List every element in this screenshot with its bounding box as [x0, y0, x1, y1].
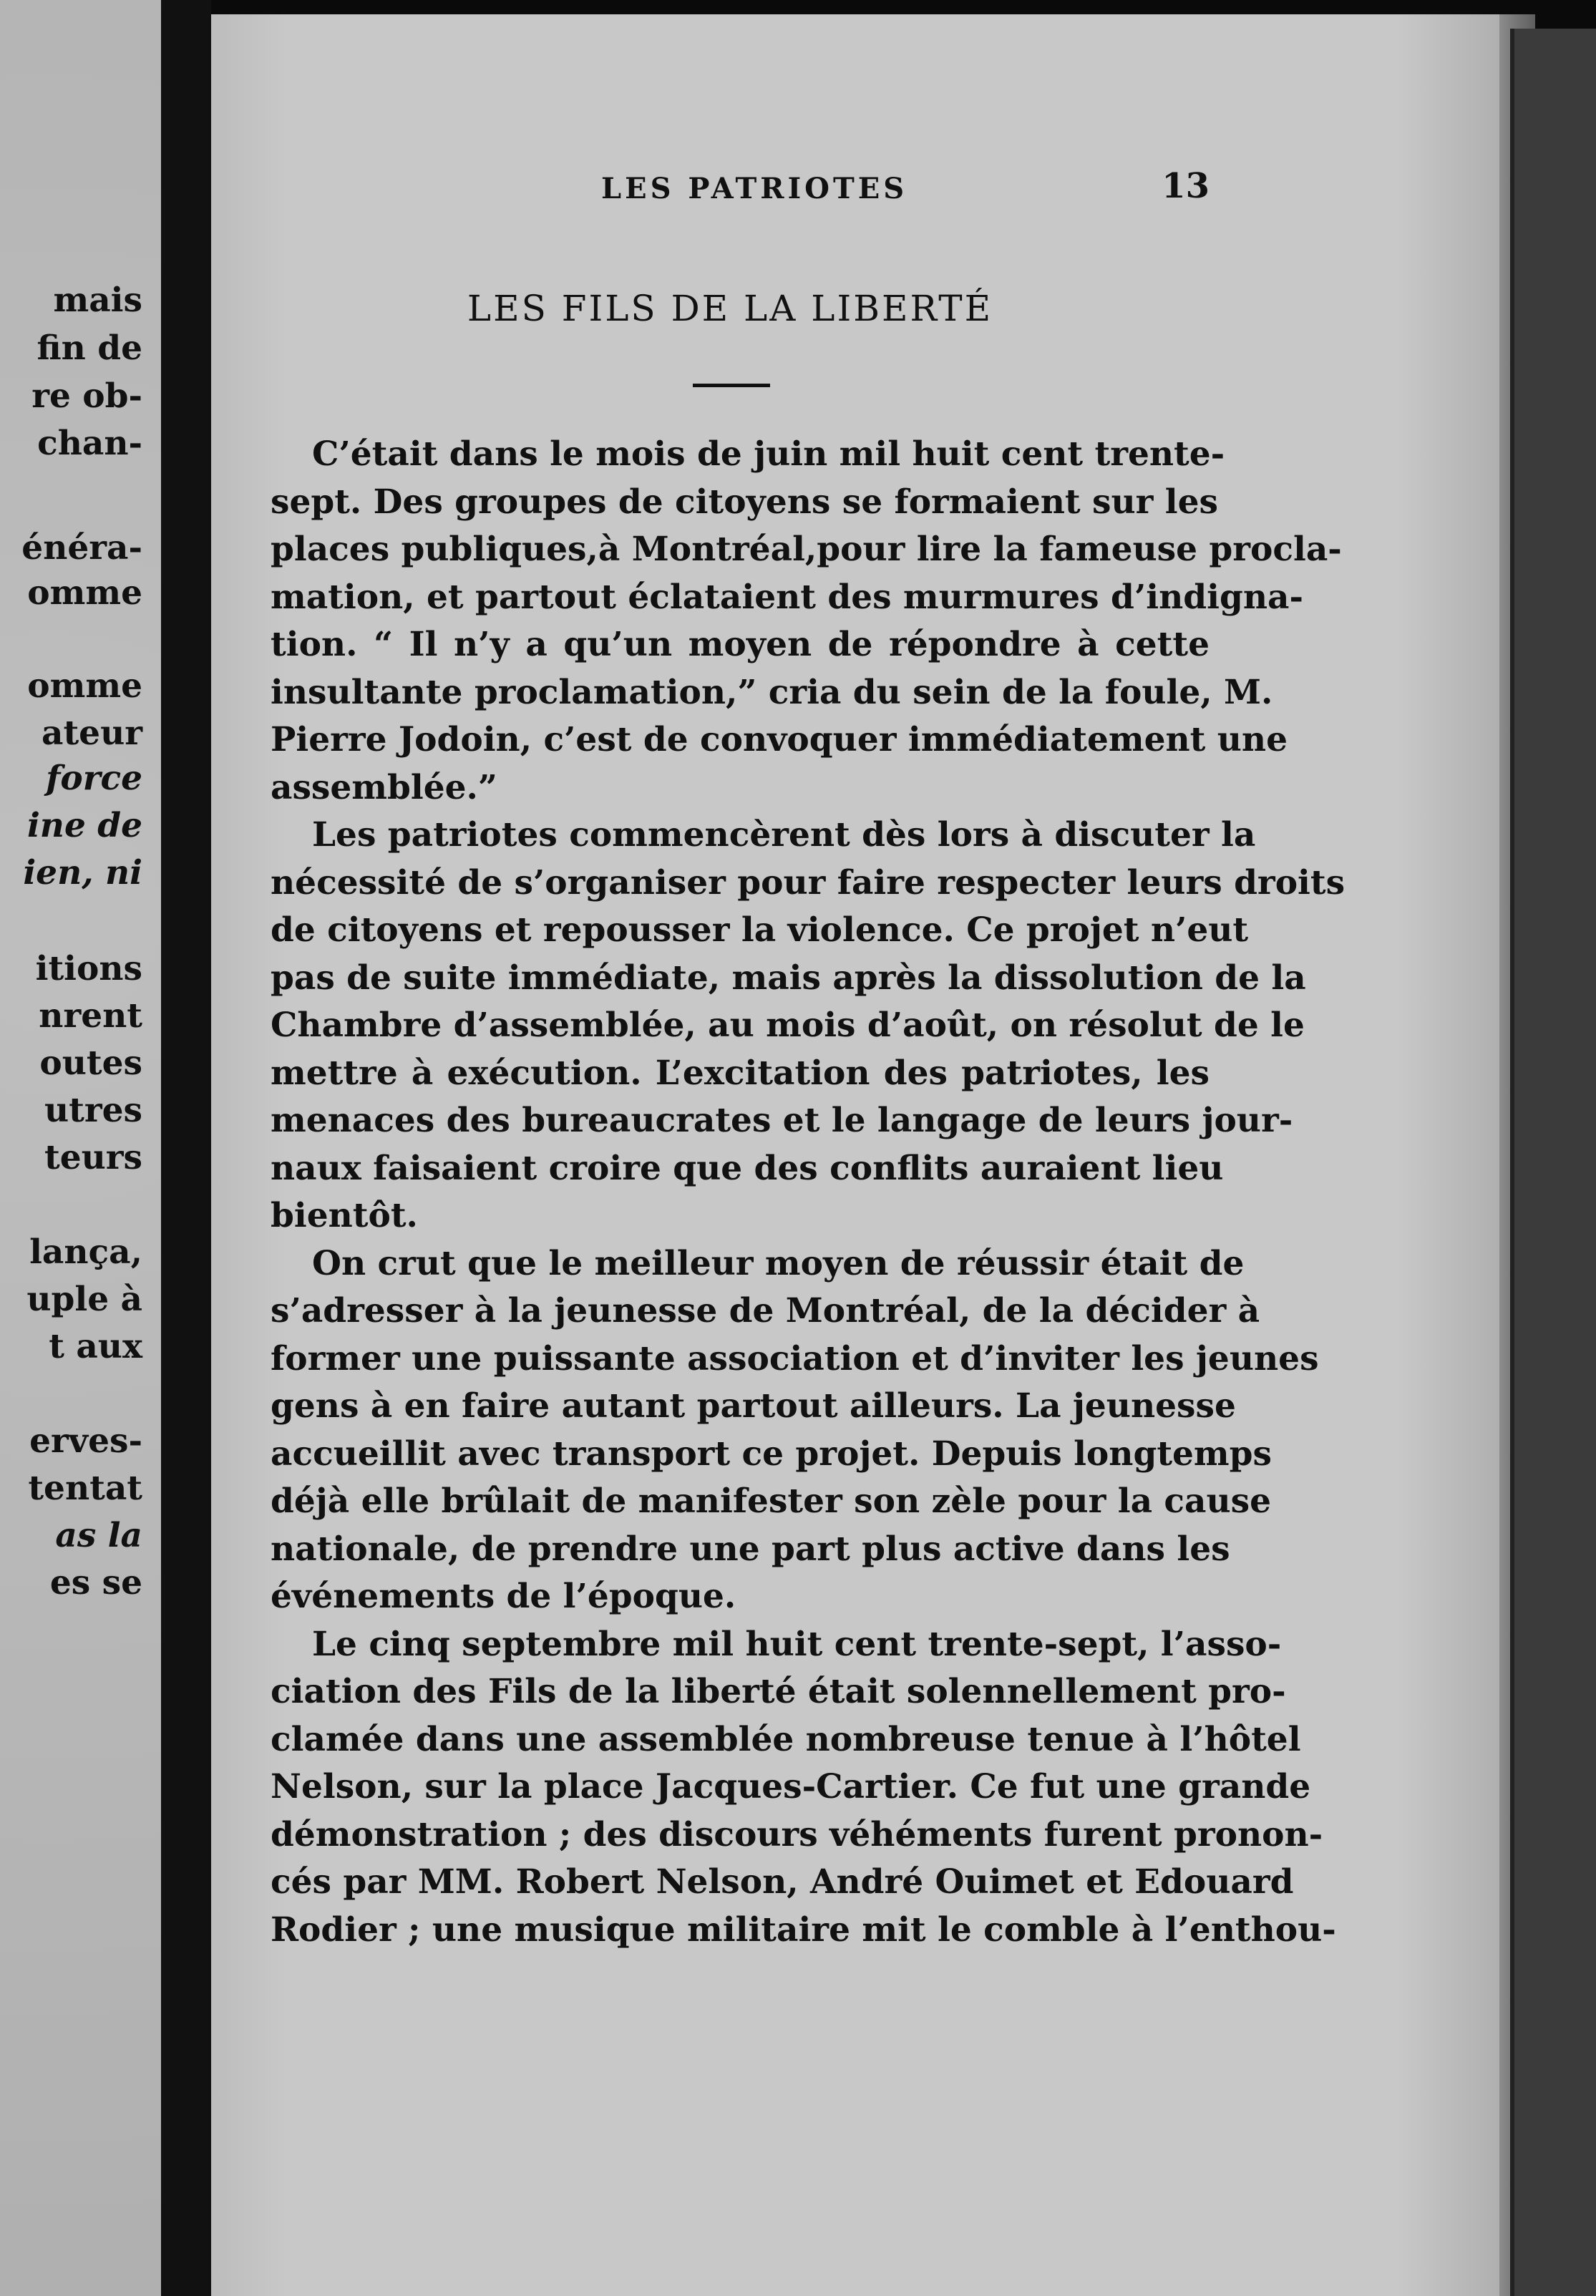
left-page-line: utres	[44, 1091, 142, 1130]
left-page-line: ateur	[42, 714, 142, 753]
paragraph	[271, 812, 1346, 1240]
left-page-line: re ob-	[31, 376, 142, 416]
text-line: mation, et partout éclataient des murmures d’indigna-	[271, 577, 1303, 617]
text-line: Rodier ; une musique militaire mit le comble à l’enthou-	[271, 1910, 1336, 1950]
text-line: On crut que le meilleur moyen de réussir était de	[312, 1243, 1245, 1283]
left-page-line: tentat	[28, 1469, 142, 1508]
text-line: accueillit avec transport ce projet. Depuis longtemps	[271, 1434, 1272, 1474]
left-page-line: omme	[27, 573, 142, 613]
text-line: C’était dans le mois de juin mil huit cent trente-	[312, 434, 1225, 474]
left-page-line: énéra-	[21, 528, 142, 568]
chapter-title: LES FILS DE LA LIBERTÉ	[467, 288, 993, 329]
text-line: sept. Des groupes de citoyens se formaient sur les	[271, 482, 1218, 522]
left-page-line: as la	[55, 1516, 142, 1555]
paragraph	[271, 431, 1342, 812]
left-page-line: force	[46, 759, 142, 798]
text-line: former une puissante association et d’inviter les jeunes	[271, 1338, 1319, 1378]
left-page-line: nrent	[39, 996, 142, 1036]
book-cover-edge	[1510, 29, 1596, 2296]
book-gutter	[161, 0, 211, 2296]
text-line: naux faisaient croire que des conflits auraient lieu	[271, 1148, 1224, 1188]
left-page-line: outes	[39, 1044, 142, 1083]
paragraph	[271, 1621, 1336, 1955]
left-page-line: chan-	[37, 424, 142, 463]
left-page-line: t aux	[49, 1327, 142, 1366]
text-line: Pierre Jodoin, c’est de convoquer immédiatement une	[271, 720, 1288, 759]
left-page-fragment	[0, 0, 161, 2296]
text-line: Le cinq septembre mil huit cent trente-sept, l’asso-	[312, 1624, 1282, 1664]
text-line: pas de suite immédiate, mais après la dissolution de la	[271, 958, 1306, 998]
left-page-line: omme	[27, 666, 142, 706]
text-line: événements de l’époque.	[271, 1577, 736, 1616]
left-page-line: mais	[53, 281, 142, 320]
text-line: cés par MM. Robert Nelson, André Ouimet et Edouard	[271, 1862, 1294, 1902]
text-line: ciation des Fils de la liberté était solennellement pro-	[271, 1672, 1286, 1711]
text-line: gens à en faire autant partout ailleurs. La jeunesse	[271, 1386, 1236, 1426]
text-line: Nelson, sur la place Jacques-Cartier. Ce fut une grande	[271, 1767, 1311, 1806]
text-line: tion. “ Il n’y a qu’un moyen de répondre à cette	[271, 625, 1210, 664]
left-page-line: teurs	[44, 1138, 142, 1177]
text-line: menaces des bureaucrates et le langage de leurs jour-	[271, 1101, 1293, 1140]
left-page-line: erves-	[29, 1421, 142, 1461]
text-line: démonstration ; des discours véhéments furent pronon-	[271, 1814, 1323, 1854]
text-line: places publiques,à Montréal,pour lire la fameuse procla-	[271, 530, 1342, 569]
text-line: déjà elle brûlait de manifester son zèle pour la cause	[271, 1482, 1271, 1521]
text-line: nationale, de prendre une part plus active dans les	[271, 1529, 1230, 1569]
paragraph	[271, 1240, 1319, 1621]
text-line: de citoyens et repousser la violence. Ce projet n’eut	[271, 910, 1249, 950]
body-text	[271, 431, 1346, 1954]
page-number: 13	[1162, 166, 1210, 206]
left-page-line: ine de	[26, 806, 142, 845]
text-line: s’adresser à la jeunesse de Montréal, de la décider à	[271, 1291, 1260, 1331]
left-page-line: ien, ni	[23, 853, 142, 892]
text-line: clamée dans une assemblée nombreuse tenue à l’hôtel	[271, 1719, 1301, 1759]
running-title: LES PATRIOTES	[601, 172, 908, 205]
title-rule	[693, 384, 770, 387]
left-page-line: fin de	[37, 329, 142, 368]
text-line: bientôt.	[271, 1196, 418, 1235]
text-line: nécessité de s’organiser pour faire respecter leurs droits	[271, 862, 1346, 903]
text-line: Chambre d’assemblée, au mois d’août, on résolut de le	[271, 1006, 1305, 1045]
text-line: mettre à exécution. L’excitation des patriotes, les	[271, 1053, 1210, 1093]
left-page-line: lança,	[29, 1232, 142, 1272]
text-line: assemblée.”	[271, 767, 497, 807]
left-page-line: uple à	[26, 1280, 142, 1319]
left-page-line: es se	[49, 1563, 142, 1602]
text-line: insultante proclamation,” cria du sein de la foule, M.	[271, 672, 1273, 712]
text-line: Les patriotes commencèrent dès lors à discuter la	[312, 815, 1256, 855]
left-page-line: itions	[35, 949, 142, 988]
